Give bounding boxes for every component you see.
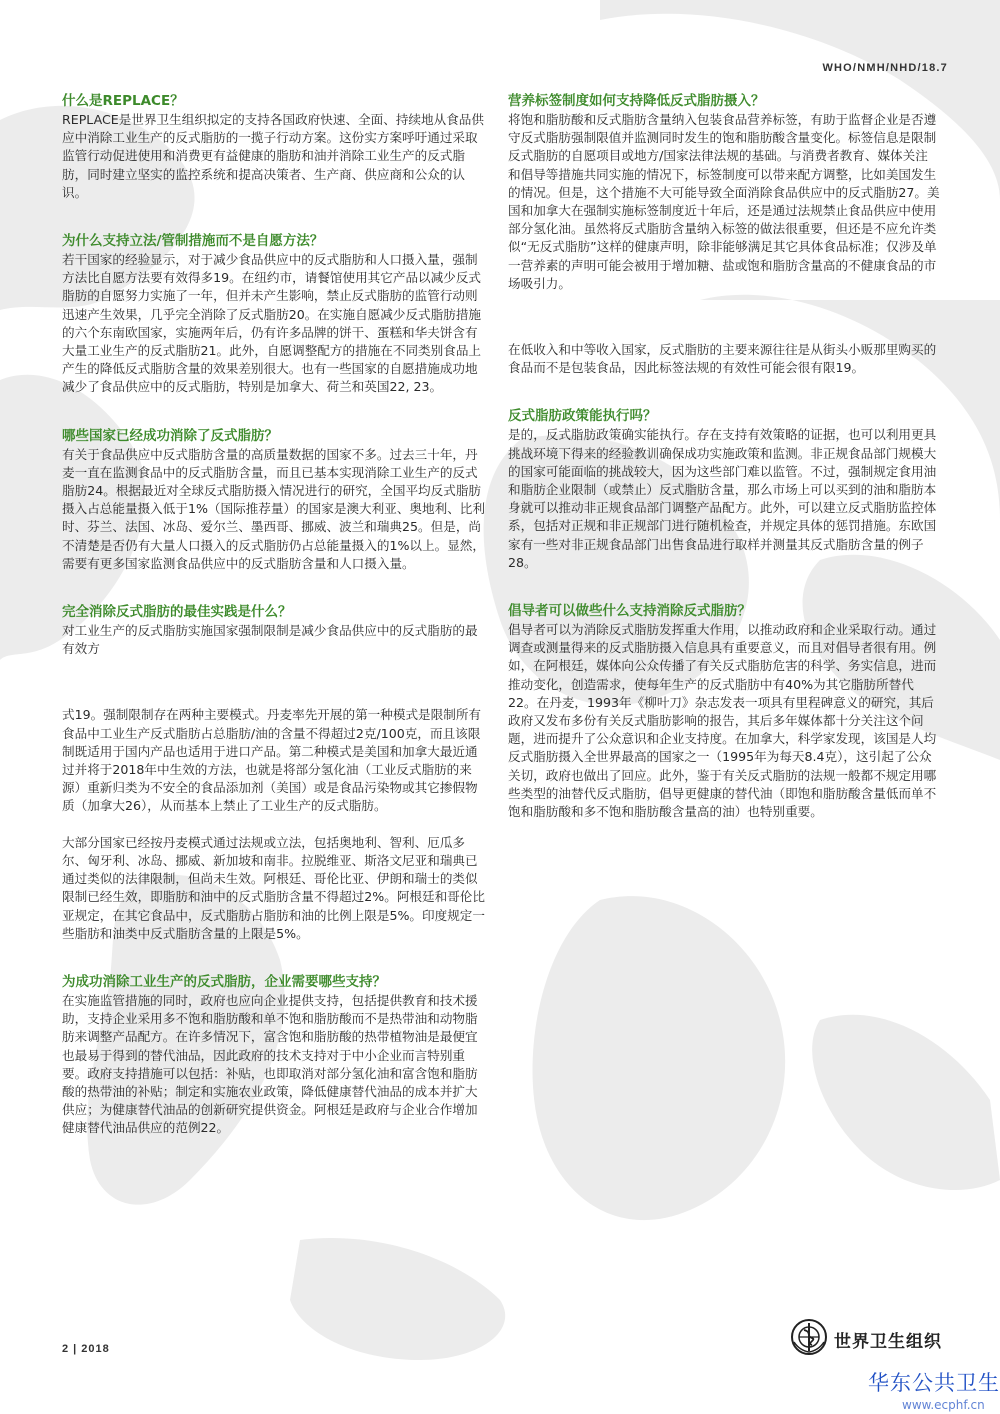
document-code: WHO/NMH/NHD/18.7 — [822, 62, 948, 74]
section-nutrition-labeling — [508, 92, 940, 377]
section-heading: 营养标签制度如何支持降低反式脂肪摄入？ — [508, 93, 765, 109]
organization-name: 世界卫生组织 — [834, 1331, 942, 1352]
section-advocates — [508, 602, 940, 821]
who-emblem-icon — [790, 1318, 828, 1360]
section-policy-enforceable — [508, 407, 940, 572]
section-heading: 什么是REPLACE？ — [62, 93, 184, 109]
section-paragraph: REPLACE是世界卫生组织拟定的支持各国政府快速、全面、持续地从食品供应中消除工业生产的反式脂肪的一揽子行动方案。这份实方案呼吁通过采取监管行动促进使用和消费更有益健康的脂肪和油并消除工业生产的反式脂肪，同时建立坚实的监控系统和提高决策者、生产商、供应商和公众的认识。 — [62, 112, 484, 200]
section-heading: 为成功消除工业生产的反式脂肪，企业需要哪些支持？ — [62, 973, 386, 990]
section-paragraph: 若干国家的经验显示，对于减少食品供应中的反式脂肪和人口摄入量，强制方法比自愿方法要有效得多19。在纽约市，请餐馆使用其它产品以减少反式脂肪的自愿努力实施了一年，但并未产生影响，禁止反式脂肪的监管行动则迅速产生效果，几乎完全消除了反式脂肪20。在实施自愿减少反式脂肪措施的六个东南欧国家，实施两年后，仍有许多品牌的饼干、蛋糕和华夫饼含有大量工业生产的反式脂肪21。此外，自愿调整配方的措施在不同类别食品上产生的降低反式脂肪含量的效果差别很大。也有一些国家的自愿措施成功地减少了食品供应中的反式脂肪，特别是加拿大、荷兰和英国22, 23。 — [62, 252, 482, 395]
section-paragraph: 倡导者可以为消除反式脂肪发挥重大作用，以推动政府和企业采取行动。通过调查或测量得来的反式脂肪摄入信息具有重要意义，而且对倡导者很有用。例如，在阿根廷，媒体向公众传播了有关反式脂肪危害的科学、务实信息，进而推动变化，创造需求，使每年生产的反式脂肪中有40%为其它脂肪所替代22。在丹麦，1993年《柳叶刀》杂志发表一项具有里程碑意义的研究，其后政府又发布多份有关反式脂肪影响的报告，其后多年媒体都十分关注这个问题，进而提升了公众意识和企业支持度。在加拿大，科学家发现，该国是人均反式脂肪摄入全世界最高的国家之一（1995年为每天8.4克），这引起了公众关切，政府也做出了回应。此外，鉴于有关反式脂肪的法规一般都不规定用哪些类型的油替代反式脂肪，倡导更健康的替代油（即饱和脂肪酸含量低而单不饱和脂肪酸和多不饱和脂肪酸含量高的油）也特别重要。 — [508, 622, 937, 820]
right-column — [508, 92, 940, 821]
left-column — [62, 92, 490, 1138]
section-paragraph: 对工业生产的反式脂肪实施国家强制限制是减少食品供应中的反式脂肪的最有效方 — [62, 623, 478, 657]
section-paragraph: 有关于食品供应中反式脂肪含量的高质量数据的国家不多。过去三十年，丹麦一直在监测食品中的反式脂肪含量，而且已基本实现消除工业生产的反式脂肪24。根据最近对全球反式脂肪摄入情况进行的研究，全国平均反式脂肪摄入占总能量摄入低于1%（国际推荐量）的国家是澳大利亚、奥地利、比利时、芬兰、法国、冰岛、爱尔兰、墨西哥、挪威、波兰和瑞典25。但是，尚不清楚是否仍有大量人口摄入的反式脂肪仍占总能量摄入的1%以上。显然，需要有更多国家监测食品供应中的反式脂肪含量和人口摄入量。 — [62, 446, 485, 571]
section-industry-support — [62, 973, 490, 1138]
section-heading: 倡导者可以做些什么支持消除反式脂肪？ — [508, 603, 751, 620]
section-heading: 哪些国家已经成功消除了反式脂肪？ — [62, 427, 278, 444]
section-why-legislation — [62, 232, 490, 397]
page-number: 2 | 2018 — [62, 1343, 110, 1355]
section-heading: 为什么支持立法/管制措施而不是自愿方法？ — [62, 233, 324, 250]
section-heading: 完全消除反式脂肪的最佳实践是什么？ — [62, 604, 292, 621]
section-paragraph: 式19。强制限制存在两种主要模式。丹麦率先开展的第一种模式是限制所有食品中工业生产反式脂肪占总脂肪/油的含量不得超过2克/100克，而且该限制既适用于国内产品也适用于进口产品。第二种模式是美国和加拿大最近通过并将于2018年中生效的方法，也就是将部分氢化油（工业反式脂肪的来源）重新归类为不安全的食品添加剂（美国）或是食品污染物或其它掺假物质（加拿大26），从而基本上禁止了工业生产的反式脂肪。 — [62, 707, 482, 814]
section-best-practice — [62, 603, 490, 943]
section-countries-eliminated — [62, 427, 490, 573]
watermark-url[interactable]: www.ecphf.cn — [902, 1398, 985, 1412]
section-paragraph: 在低收入和中等收入国家，反式脂肪的主要来源往往是从街头小贩那里购买的食品而不是包装食品，因此标签法规的有效性可能会很有限19。 — [508, 342, 937, 376]
section-paragraph: 大部分国家已经按丹麦模式通过法规或立法，包括奥地利、智利、厄瓜多尔、匈牙利、冰岛、挪威、新加坡和南非。拉脱维亚、斯洛文尼亚和瑞典已通过类似的法律限制，但尚未生效。阿根廷、哥伦比亚、伊朗和瑞士的类似限制已经生效，即脂肪和油中的反式脂肪含量不得超过2%。阿根廷和哥伦比亚规定，在其它食品中，反式脂肪占脂肪和油的比例上限是5%。印度规定一些脂肪和油类中反式脂肪含量的上限是5%。 — [62, 834, 485, 941]
section-heading: 反式脂肪政策能执行吗？ — [508, 408, 657, 425]
section-what-is-replace — [62, 92, 490, 202]
section-paragraph: 将饱和脂肪酸和反式脂肪含量纳入包装食品营养标签，有助于监督企业是否遵守反式脂肪强制限值并监测同时发生的饱和脂肪酸含量变化。标签信息是限制反式脂肪的自愿项目或地方/国家法律法规的基础。与消费者教育、媒体关注和倡导等措施共同实施的情况下，标签制度可以带来配方调整，比如美国发生的情况。但是，这个措施不大可能导致全面消除食品供应中的反式脂肪27。美国和加拿大在强制实施标签制度近十年后，还是通过法规禁止食品供应中使用部分氢化油。虽然将反式脂肪含量纳入标签的做法很重要，但还是不应允许类似“无反式脂肪”这样的健康声明，除非能够满足其它具体食品标准；仅涉及单一营养素的声明可能会被用于增加糖、盐或饱和脂肪含量高的不健康食品的市场吸引力。 — [508, 112, 940, 291]
who-logo — [790, 1318, 942, 1360]
section-paragraph: 是的，反式脂肪政策确实能执行。存在支持有效策略的证据，也可以利用更具挑战环境下得来的经验教训确保成功实施政策和监测。非正规食品部门规模大的国家可能面临的挑战较大，因为这些部门难以监管。不过，强制规定食用油和脂肪企业限制（或禁止）反式脂肪含量，那么市场上可以买到的油和脂肪本身就可以推动非正规食品部门调整产品配方。此外，可以建立反式脂肪监控体系，包括对正规和非正规部门进行随机检查，并规定具体的惩罚措施。东欧国家有一些对非正规食品部门出售食品进行取样并测量其反式脂肪含量的例子28。 — [508, 427, 937, 570]
section-paragraph: 在实施监管措施的同时，政府也应向企业提供支持，包括提供教育和技术援助，支持企业采用多不饱和脂肪酸和单不饱和脂肪酸而不是热带油和动物脂肪来调整产品配方。在许多情况下，富含饱和脂肪酸的热带植物油是最便宜也最易于得到的替代油品，因此政府的技术支持对于中小企业而言特别重要。政府支持措施可以包括：补贴，也即取消对部分氢化油和富含饱和脂肪酸的热带油的补贴；制定和实施农业政策，降低健康替代油品的成本并扩大供应；为健康替代油品的创新研究提供资金。阿根廷是政府与企业合作增加健康替代油品供应的范例22。 — [62, 992, 478, 1136]
watermark-text: 华东公共卫生 — [868, 1371, 1000, 1395]
